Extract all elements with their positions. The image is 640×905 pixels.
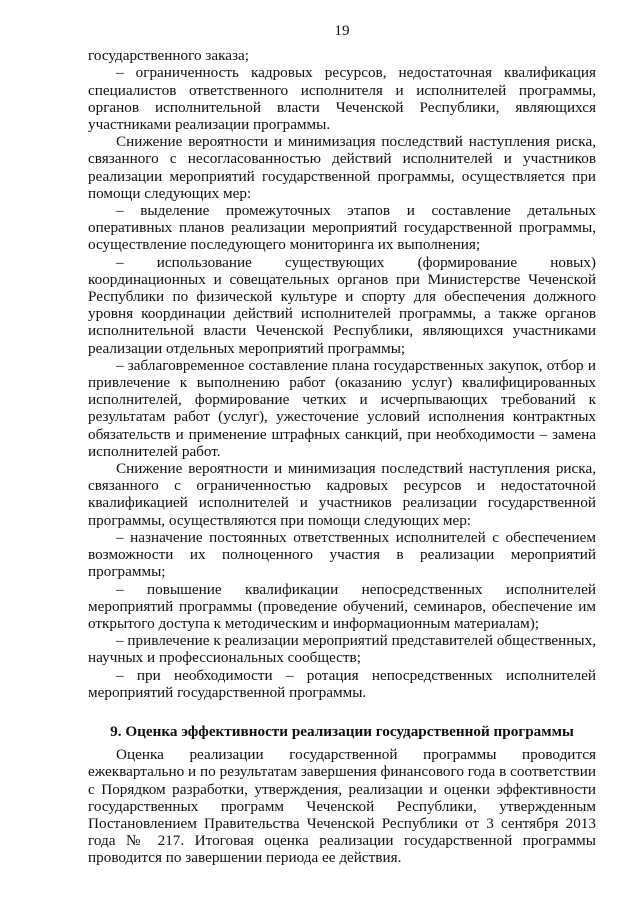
paragraph: Снижение вероятности и минимизация последствий наступления риска, связанного с ограниченностью кадровых ресурсов и недостаточной квалификацией исполнителей и участников реализации государственной программы, осуществляются при помощи следующих мер: [88,460,596,529]
paragraph: Оценка реализации государственной программы проводится ежеквартально и по результатам завершения финансового года в соответствии с Порядком разработки, утверждения, реализации и оценки эффективности государственных программ Чеченской Республики, утвержденным Постановлением Правительства Чеченской Республики от 3 сентября 2013 года № 217. Итоговая оценка реализации государственной программы проводится по завершении периода ее действия. [88,746,596,867]
paragraph: – заблаговременное составление плана государственных закупок, отбор и привлечение к выполнению работ (оказанию услуг) квалифицированных исполнителей, формирование четких и исчерпывающих требований к результатам работ (услуг), ужесточение условий исполнения контрактных обязательств и применение штрафных санкций, при необходимости – замена исполнителей работ. [88,356,596,460]
section-heading: 9. Оценка эффективности реализации государственной программы [110,722,574,740]
paragraph: государственного заказа; [88,47,249,65]
paragraph: – привлечение к реализации мероприятий представителей общественных, научных и профессиональных сообществ; [88,632,596,667]
paragraph: – выделение промежуточных этапов и составление детальных оперативных планов реализации мероприятий государственной программы, осуществление последующего мониторинга их выполнения; [88,202,596,254]
paragraph: – повышение квалификации непосредственных исполнителей мероприятий программы (проведение обучений, семинаров, обеспечение им открытого доступа к методическим и информационным материалам); [88,580,596,632]
paragraph: Снижение вероятности и минимизация последствий наступления риска, связанного с несогласованностью действий исполнителей и участников реализации мероприятий государственной программы, осуществляется при помощи следующих мер: [88,133,596,202]
paragraph: – при необходимости – ротация непосредственных исполнителей мероприятий государственной программы. [88,666,596,701]
page-number: 19 [334,22,350,39]
paragraph: – использование существующих (формирование новых) координационных и совещательных органов при Министерстве Чеченской Республики по физической культуре и спорту для обеспечения должного уровня координации действий исполнителей программы, а также органов исполнительной власти Чеченской Республики, являющихся участниками реализации отдельных мероприятий программы; [88,253,596,357]
paragraph: – назначение постоянных ответственных исполнителей с обеспечением возможности их полноценного участия в реализации мероприятий программы; [88,528,596,581]
paragraph: – ограниченность кадровых ресурсов, недостаточная квалификация специалистов ответственного исполнителя и исполнителей программы, органов исполнительной власти Чеченской Республики, являющихся участниками реализации программы. [88,64,596,134]
document-page [88,22,596,867]
